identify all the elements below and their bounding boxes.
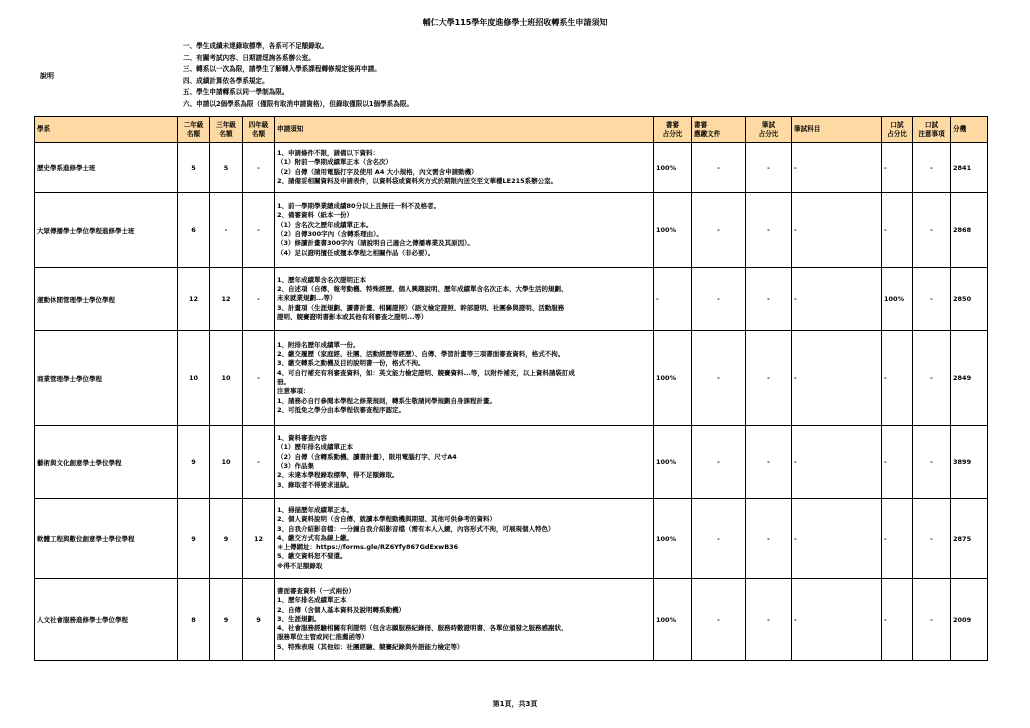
requirements-cell xyxy=(275,268,654,331)
oral-pct-cell: - xyxy=(882,193,913,268)
yr4-quota-cell: 9 xyxy=(243,579,275,661)
exam-subject-cell: - xyxy=(792,193,882,268)
table-row xyxy=(35,579,988,661)
requirement-line: 3、計畫項（生涯規劃、讀書計畫、相關證照）（語文檢定證照、幹部證明、社團參與證明、活動服務 xyxy=(277,303,565,312)
oral-pct-cell: 100% xyxy=(882,268,913,331)
requirement-line: 3、錄取者不得要求退缺。 xyxy=(277,480,354,489)
yr4-quota-cell: - xyxy=(243,331,275,426)
doc-files-cell: - xyxy=(692,193,746,268)
requirement-line: 2、備審資料（紙本一份） xyxy=(277,211,354,220)
note-item: 四、成績計算依各學系規定。 xyxy=(183,76,269,85)
doc-pct-cell: 100% xyxy=(654,143,692,193)
requirement-line: （1）歷年排名成績單正本 xyxy=(277,443,354,452)
extension-cell: 2850 xyxy=(951,268,988,331)
extension-cell: 2009 xyxy=(951,579,988,661)
yr2-quota-cell: 9 xyxy=(178,499,210,579)
oral-note-cell: - xyxy=(913,426,951,499)
requirement-line: （2）自傳（含轉系動機、讀書計畫），限用電腦打字、尺寸A4 xyxy=(277,452,457,461)
note-item: 三、轉系以一次為限，請學生了解轉入學系課程轉修規定後再申請。 xyxy=(183,65,381,73)
doc-pct-cell: 100% xyxy=(654,331,692,426)
dept-cell: 人文社會服務進修學士學位學程 xyxy=(35,579,178,661)
yr4-quota-cell: - xyxy=(243,268,275,331)
requirements-cell xyxy=(275,579,654,661)
requirement-line: 服務單位主管或同仁推薦函等） xyxy=(277,633,368,642)
note-item: 六、申請以2個學系為限（僅限有取消申請資格），但錄取僅限以1個學系為限。 xyxy=(183,99,414,108)
exam-subject-cell: - xyxy=(792,331,882,426)
extension-cell: 2868 xyxy=(951,193,988,268)
table-header-row xyxy=(35,117,988,143)
doc-files-cell: - xyxy=(692,331,746,426)
requirements-cell xyxy=(275,426,654,499)
yr4-quota-cell: - xyxy=(243,426,275,499)
doc-pct-cell: 100% xyxy=(654,579,692,661)
header-doc-pct: 書審 占分比 xyxy=(654,117,692,143)
dept-cell: 商業管理學士學位學程 xyxy=(35,331,178,426)
requirement-line: ＊上傳網址：https://forms.gle/RZ6Yfy867GdExwB36 xyxy=(277,543,459,552)
doc-pct-cell: 100% xyxy=(654,426,692,499)
exam-subject-cell: - xyxy=(792,499,882,579)
yr2-quota-cell: 9 xyxy=(178,426,210,499)
yr3-quota-cell: 9 xyxy=(210,499,243,579)
oral-note-cell: - xyxy=(913,143,951,193)
oral-pct-cell: - xyxy=(882,426,913,499)
requirement-line: 3、繳交轉系之動機及目的說明書一份，格式不拘。 xyxy=(277,359,425,368)
requirement-line: 1、歷年成績單含名次證明正本 xyxy=(277,275,367,284)
requirement-line: （1）附前一學期成績單正本（含名次） xyxy=(277,158,393,167)
yr3-quota-cell: 5 xyxy=(210,143,243,193)
page-footer: 第1頁，共3頁 xyxy=(492,700,538,708)
header-code: 分機 xyxy=(951,117,988,143)
requirement-line: 書面審查資料（一式兩份） xyxy=(277,586,355,595)
yr2-quota-cell: 6 xyxy=(178,193,210,268)
exam-pct-cell: - xyxy=(746,499,792,579)
oral-pct-cell: - xyxy=(882,331,913,426)
header-exam-pct: 筆試 占分比 xyxy=(746,117,792,143)
oral-pct-cell: - xyxy=(882,579,913,661)
header-dept: 學系 xyxy=(35,117,178,143)
yr3-quota-cell: 9 xyxy=(210,579,243,661)
note-item: 一、學生成績未達錄取標準，各系可不足額錄取。 xyxy=(183,42,329,50)
requirement-line: （2）自傳300字內（含轉系理由）。 xyxy=(277,230,383,238)
table-row xyxy=(35,331,988,426)
requirement-line: （1）含名次之歷年成績單正本。 xyxy=(277,220,373,229)
oral-note-cell: - xyxy=(913,193,951,268)
table-row xyxy=(35,499,988,579)
table-row xyxy=(35,143,988,193)
yr3-quota-cell: 12 xyxy=(210,268,243,331)
yr4-quota-cell: - xyxy=(243,143,275,193)
extension-cell: 2849 xyxy=(951,331,988,426)
header-oral-pct: 口試 占分比 xyxy=(882,117,913,143)
exam-pct-cell: - xyxy=(746,268,792,331)
requirement-line: 2、繳交履歷（家庭經、社團、活動經歷等經歷）、自傳、學習計畫等三項書面審查資料，格式不拘。 xyxy=(277,350,565,359)
table-row xyxy=(35,268,988,331)
extension-cell: 2841 xyxy=(951,143,988,193)
requirement-line: 1、資料審查內容 xyxy=(277,434,328,443)
oral-note-cell: - xyxy=(913,331,951,426)
requirements-cell xyxy=(275,331,654,426)
header-yr2: 二年級 名額 xyxy=(178,117,210,143)
requirement-line: 1、歷年排名成績單正本 xyxy=(277,596,347,605)
yr2-quota-cell: 12 xyxy=(178,268,210,331)
requirement-line: 證明、競賽證明書影本或其他有利審查之證明...等） xyxy=(277,312,428,321)
requirement-line: （3）修讀計畫書300字內（請說明自己適合之傳播專業及其原因）。 xyxy=(277,239,474,248)
header-yr3: 三年級 名額 xyxy=(210,117,243,143)
oral-note-cell: - xyxy=(913,499,951,579)
requirement-line: 2、請備妥相關資料及申請表件，以資料袋或資料夾方式於期限內送交至文華樓LE215系辦公室。 xyxy=(277,176,558,185)
doc-files-cell: - xyxy=(692,268,746,331)
requirement-line: 1、申請條件不限，請備以下資料： xyxy=(277,148,380,157)
exam-subject-cell: - xyxy=(792,268,882,331)
note-item: 五、學生申請轉系以同一學制為限。 xyxy=(183,88,289,96)
exam-pct-cell: - xyxy=(746,579,792,661)
exam-pct-cell: - xyxy=(746,426,792,499)
exam-subject-cell: - xyxy=(792,426,882,499)
requirement-line: 4、繳交方式有為線上繳。 xyxy=(277,533,354,542)
table-row xyxy=(35,426,988,499)
extension-cell: 2875 xyxy=(951,499,988,579)
requirement-line: 1、前一學期學業總成績80分以上且無任一科不及格者。 xyxy=(277,202,441,211)
yr3-quota-cell: 10 xyxy=(210,331,243,426)
dept-cell: 軟體工程與數位創意學士學位學程 xyxy=(35,499,178,579)
yr3-quota-cell: 10 xyxy=(210,426,243,499)
requirement-line: 4、可自行補充有利審查資料，如：英文能力檢定證明、競賽資料...等，以附件補充，以上資料請裝訂成 xyxy=(277,368,575,377)
yr2-quota-cell: 5 xyxy=(178,143,210,193)
extension-cell: 3899 xyxy=(951,426,988,499)
requirement-line: 4、社會服務經驗相關有利證明（包含志願服務紀錄冊、服務時數證明書、各單位頒發之服務感謝狀、 xyxy=(277,624,568,633)
dept-cell: 運動休閒管理學士學位學程 xyxy=(35,268,178,331)
doc-pct-cell: - xyxy=(654,268,692,331)
table-row xyxy=(35,193,988,268)
exam-subject-cell: - xyxy=(792,579,882,661)
requirement-line: （2）自傳（請用電腦打字及使用 A4 大小規格，內文需含申請動機） xyxy=(277,167,478,176)
doc-files-cell: - xyxy=(692,499,746,579)
requirement-line: 5、特殊表現（其他如：社團經驗、競賽紀錄與外語能力檢定等） xyxy=(277,642,464,651)
exam-pct-cell: - xyxy=(746,143,792,193)
oral-note-cell: - xyxy=(913,268,951,331)
requirement-line: （4）足以證明擅任或擅本學程之相關作品（非必要）。 xyxy=(277,248,435,257)
requirement-line: 2、未達本學程錄取標準，得不足額錄取。 xyxy=(277,471,399,480)
requirement-line: 3、自我介紹影音檔：一分鐘自我介紹影音檔（需有本人入鏡，內容形式不拘，可展現個人特色） xyxy=(277,524,555,533)
transfer-table xyxy=(34,116,988,661)
header-yr4: 四年級 名額 xyxy=(243,117,275,143)
yr4-quota-cell: 12 xyxy=(243,499,275,579)
notes-list xyxy=(183,41,413,110)
note-item: 二、有關考試內容、日期請逕詢各系辦公室。 xyxy=(183,53,315,62)
requirement-line: 2、可抵免之學分由本學程依審查程序認定。 xyxy=(277,405,406,414)
oral-pct-cell: - xyxy=(882,143,913,193)
header-doc-files: 書審 應繳文件 xyxy=(692,117,746,143)
doc-pct-cell: 100% xyxy=(654,499,692,579)
notes-label: 說明 xyxy=(40,72,54,80)
doc-files-cell: - xyxy=(692,426,746,499)
page-title: 輔仁大學115學年度進修學士班招收轉系生申請須知 xyxy=(422,18,608,27)
yr2-quota-cell: 10 xyxy=(178,331,210,426)
exam-pct-cell: - xyxy=(746,193,792,268)
requirement-line: 冊。 xyxy=(277,378,290,386)
requirements-cell xyxy=(275,143,654,193)
doc-files-cell: - xyxy=(692,143,746,193)
requirement-line: ※得不足額錄取 xyxy=(277,561,323,570)
doc-files-cell: - xyxy=(692,579,746,661)
header-req: 申請須知 xyxy=(275,117,654,143)
requirement-line: 2、自述項（自傳、報考動機、特殊經歷、個人興趣說明、歷年成績單含名次正本、大學生活的規劃、 xyxy=(277,285,568,294)
header-oral-note: 口試 注意事項 xyxy=(913,117,951,143)
dept-cell: 歷史學系進修學士班 xyxy=(35,143,178,193)
requirement-line: 3、生涯規劃。 xyxy=(277,614,321,623)
requirements-cell xyxy=(275,499,654,579)
requirement-line: 1、請務必自行參閱本學程之修業規則，轉系生敬請同學規劃自身課程計畫。 xyxy=(277,396,497,405)
yr2-quota-cell: 8 xyxy=(178,579,210,661)
oral-pct-cell: - xyxy=(882,499,913,579)
requirement-line: 2、個人資料說明（含自傳、就讀本學程動機與期望、其他可供參考的資料） xyxy=(277,515,497,524)
requirement-line: 注意事項： xyxy=(277,387,310,396)
requirement-line: 2、自傳（含個人基本資料及說明轉系動機） xyxy=(277,605,406,614)
requirement-line: （3）作品集 xyxy=(277,462,315,470)
oral-note-cell: - xyxy=(913,579,951,661)
doc-pct-cell: 100% xyxy=(654,193,692,268)
dept-cell: 藝術與文化創意學士學位學程 xyxy=(35,426,178,499)
exam-pct-cell: - xyxy=(746,331,792,426)
requirement-line: 未來就業規劃...等） xyxy=(277,294,337,303)
requirement-line: 1、附排名歷年成績單一份。 xyxy=(277,340,360,349)
requirements-cell xyxy=(275,193,654,268)
header-exam-subj: 筆試科目 xyxy=(792,117,882,143)
yr4-quota-cell: - xyxy=(243,193,275,268)
requirement-line: 5、繳交資料恕不發還。 xyxy=(277,552,347,561)
dept-cell: 大眾傳播學士學位學程進修學士班 xyxy=(35,193,178,268)
yr3-quota-cell: - xyxy=(210,193,243,268)
requirement-line: 1、掃描歷年成績單正本。 xyxy=(277,505,354,514)
exam-subject-cell: - xyxy=(792,143,882,193)
